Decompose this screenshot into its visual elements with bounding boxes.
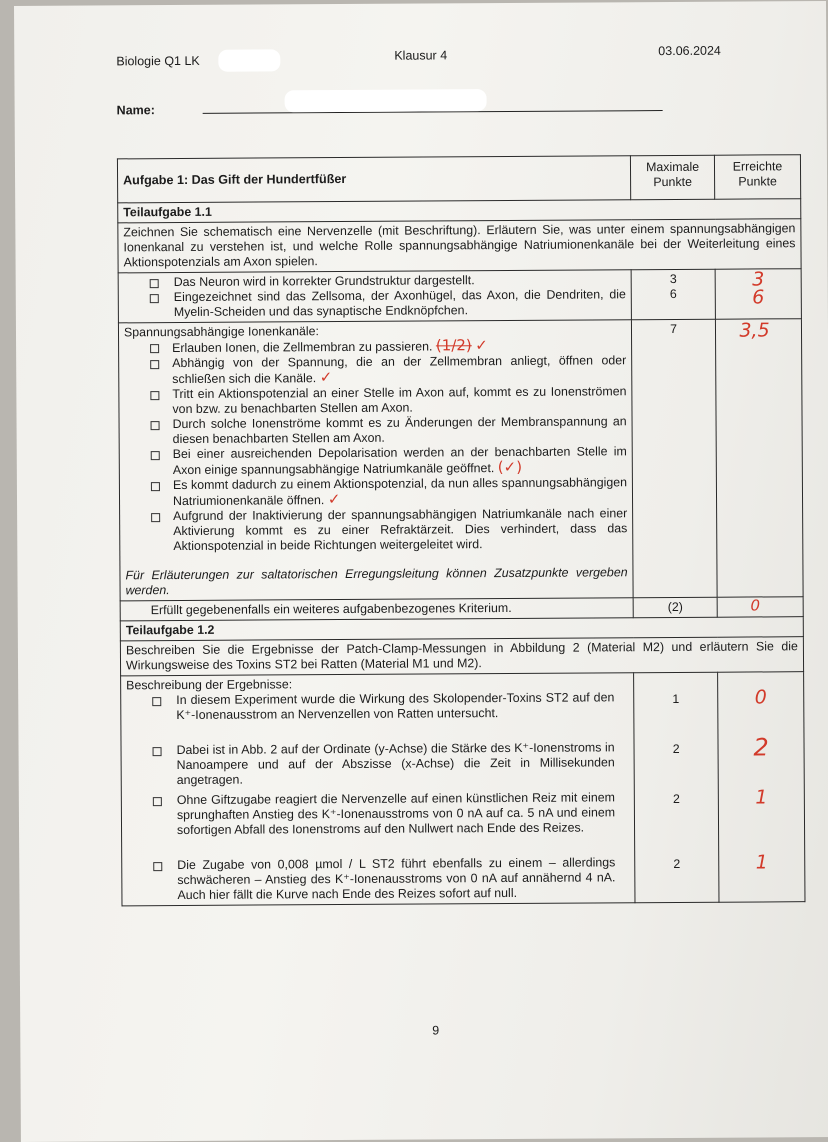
max-points: 2 xyxy=(672,791,680,806)
reached-points: 0 xyxy=(750,596,761,615)
task-title: Aufgabe 1: Das Gift der Hundertfüßer xyxy=(117,156,630,203)
max-points: 2 xyxy=(673,856,681,871)
list-item-text: Abhängig von der Spannung, die an der Zellmembran anliegt, öffnen oder schließen sich die Kanäle. xyxy=(172,353,627,387)
max-points: (2) xyxy=(633,597,717,618)
page-number: 9 xyxy=(432,1023,440,1038)
redaction-name xyxy=(285,89,487,112)
subtask-1-1-title: Teilaufgabe 1.1 xyxy=(118,199,801,223)
grading-table xyxy=(117,154,806,906)
reached-points: 3 xyxy=(752,268,765,291)
list-item: Ohne Giftzugabe reagiert die Nervenzelle auf einen künstlichen Reiz mit einem sprunghaften Anstieg des K⁺-Ionenausstroms von 0 nA auf ca. 5 nA und einem sofortigen Abfall des Ionenstroms auf den Nullwert nach Ende des Reizes. xyxy=(127,790,615,858)
bonus-note: Für Erläuterungen zur saltatorischen Erregungsleitung können Zusatzpunkte vergeben werden. xyxy=(125,565,628,598)
reached-points: 2 xyxy=(753,733,769,762)
crossed-mark: (1/2) xyxy=(435,336,472,355)
check-mark: ✓ xyxy=(319,368,333,387)
list-item-text: Bei einer ausreichenden Depolarisation werden an der benachbarten Stelle im Axon einige spannungsabhängige Natriumkanäle geöffnet. xyxy=(172,444,627,478)
extra-criterion: Erfüllt gegebenenfalls ein weiteres aufgabenbezogenes Kriterium. xyxy=(120,598,633,621)
max-points: 2 xyxy=(672,741,680,756)
list-item: In diesem Experiment wurde die Wirkung des Skolopender-Toxins ST2 auf den K⁺-Ionenausstrom an Nervenzellen von Ratten untersucht. xyxy=(126,690,614,743)
list-item: Tritt ein Aktionspotenzial an einer Stelle im Axon auf, kommt es zu Ionenströmen von bzw. zu benachbarten Stellen am Axon. xyxy=(124,384,626,417)
max-points: 7 xyxy=(632,319,718,598)
reached-points: 1 xyxy=(755,786,768,809)
max-points: 3 xyxy=(669,271,677,286)
criteria-row xyxy=(118,269,801,323)
table-header-row xyxy=(117,155,800,203)
redaction-course xyxy=(218,49,280,71)
list-item: Das Neuron wird in korrekter Grundstruktur dargestellt. xyxy=(124,272,626,290)
exam-page xyxy=(14,1,828,1142)
list-item-text: Es kommt dadurch zu einem Aktionspotenzial, da nun alles spannungsabhängigen Natriumionenkanäle öffnen. xyxy=(172,475,628,509)
results-intro: Beschreibung der Ergebnisse: xyxy=(126,677,293,693)
list-item: Die Zugabe von 0,008 µmol / L ST2 führt ebenfalls zu einem – allerdings schwächeren – Anstieg des K⁺-Ionenausstroms von 0 nA auf annähernd 4 nA. Auch hier fällt die Kurve nach Ende des Reizes sofort auf null. xyxy=(127,855,615,903)
col-reached-header: Erreichte Punkte xyxy=(714,155,800,200)
list-item-text: Erlauben Ionen, die Zellmembran zu passieren. xyxy=(172,339,433,356)
ion-channel-intro: Spannungsabhängige Ionenkanäle: xyxy=(123,324,320,340)
max-points: 1 xyxy=(672,691,680,706)
max-points: 6 xyxy=(669,286,677,301)
criteria-row xyxy=(118,319,803,601)
reached-points: 3,5 xyxy=(739,319,770,342)
reached-points: 1 xyxy=(755,851,768,874)
list-item: Dabei ist in Abb. 2 auf der Ordinate (y-Achse) die Stärke des K⁺-Ionenstroms in Nanoampere und auf der Abszisse (x-Achse) die Zeit in Millisekunden angetragen. xyxy=(127,740,615,793)
list-item: Durch solche Ionenströme kommt es zu Änderungen der Membranspannung an diesen benachbarten Stellen am Axon. xyxy=(125,414,627,447)
check-mark: ✓ xyxy=(475,336,488,355)
col-max-header: Maximale Punkte xyxy=(631,155,715,200)
subtask-1-2-prompt: Beschreiben Sie die Ergebnisse der Patch-Clamp-Messungen in Abbildung 2 (Material M2) und erläutern Sie die Wirkungsweise des Toxins ST2 bei Ratten (Material M1 und M2). xyxy=(120,637,803,676)
check-mark: ✓ xyxy=(327,490,341,509)
subtask-1-2-title: Teilaufgabe 1.2 xyxy=(120,617,803,641)
partial-mark: (✓) xyxy=(497,457,523,477)
reached-points: 0 xyxy=(754,686,767,709)
list-item: Aufgrund der Inaktivierung der spannungsabhängigen Natriumkanäle nach einer Aktivierung kommt es zu einer Refraktärzeit. Dies verhindert, dass das Aktionspotenzial in beide Richtungen weitergeleitet wird. xyxy=(125,506,627,554)
subtask-1-2-prompt-row xyxy=(120,637,803,676)
list-item: Eingezeichnet sind das Zellsoma, der Axonhügel, das Axon, die Dendriten, die Myelin-Scheiden und das synaptische Endknöpfchen. xyxy=(124,287,626,320)
exam-label: Klausur 4 xyxy=(394,48,448,63)
course-label: Biologie Q1 LK xyxy=(116,53,200,69)
reached-points: 6 xyxy=(752,286,765,309)
exam-date: 03.06.2024 xyxy=(658,43,721,59)
name-label: Name: xyxy=(116,103,155,118)
subtask-1-1-prompt-row xyxy=(118,219,801,273)
criteria-row xyxy=(121,672,805,906)
subtask-1-1-prompt: Zeichnen Sie schematisch eine Nervenzelle (mit Beschriftung). Erläutern Sie, was unter einem spannungsabhängigen Ionenkanal zu verstehen ist, und welche Rolle spannungsabhängige Natriumionenkanäle bei der Weiterleitung eines Aktionspotenzials am Axon spielen. xyxy=(118,219,801,273)
